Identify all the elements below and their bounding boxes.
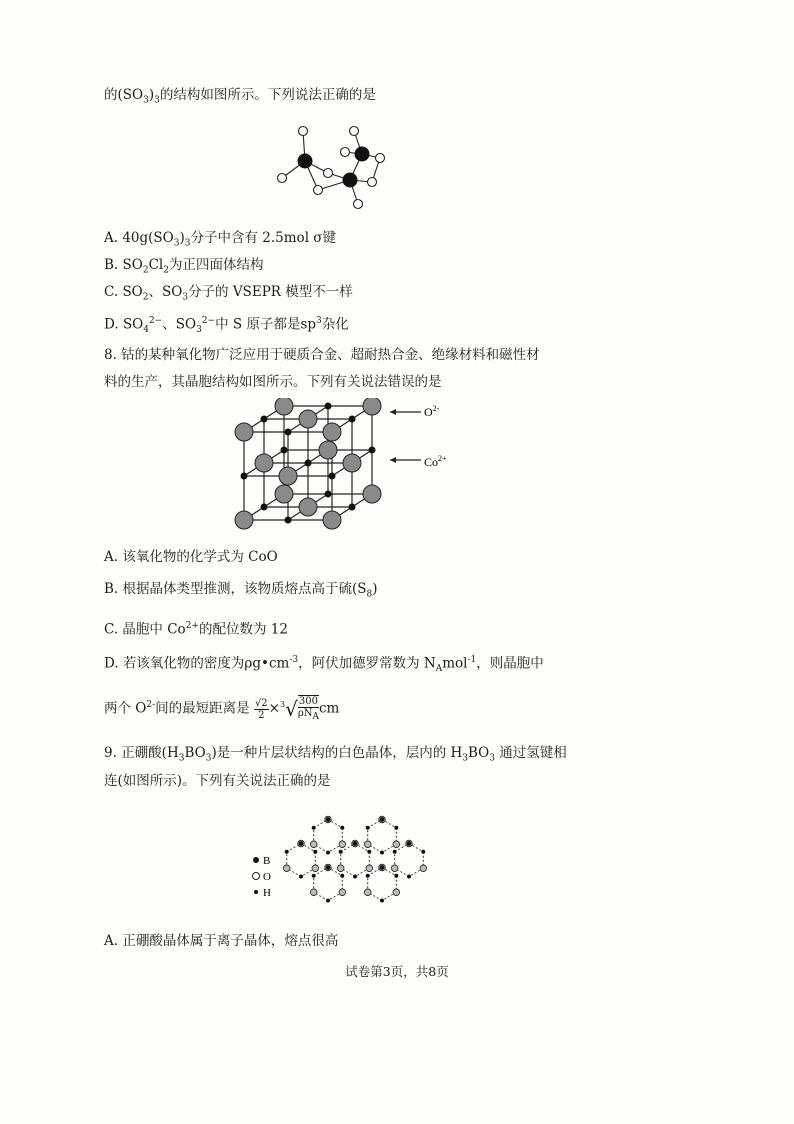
hydrogen-atom <box>340 874 344 878</box>
q9-stem-line1: 9. 正硼酸$(H_3BO_3)$是一种片层状结构的白色晶体，层内的 $H_3BO_3$ 通过氢键相 <box>104 745 567 764</box>
q7-option-d: D. $SO_4^{2-}$、$SO_3^{2-}$中 S 原子都是$sp^3$杂化 <box>104 316 349 336</box>
intro-prefix: 的(SO <box>104 87 144 103</box>
boron-atom <box>380 817 385 822</box>
boron-atom <box>299 841 304 846</box>
cobalt-ion <box>285 429 292 436</box>
so3-trimer-figure <box>270 118 400 213</box>
oxide-ion <box>275 485 293 503</box>
hydrogen-atom <box>312 826 316 830</box>
oxygen-atom <box>339 841 346 848</box>
q8-option-a: A. 该氧化物的化学式为 CoO <box>104 549 278 565</box>
cobalt-ion <box>329 473 336 480</box>
q7-option-c: C. $SO_2$、$SO_3$分子的 VSEPR 模型不一样 <box>104 284 353 303</box>
hydrogen-atom <box>393 850 397 854</box>
cobalt-ion <box>369 447 376 454</box>
oxygen-atom <box>310 889 317 896</box>
q8-stem-line2: 料的生产，其晶胞结构如图所示。下列有关说法错误的是 <box>104 374 442 390</box>
sulfur-atom <box>355 147 370 162</box>
q9-option-a: A. 正硼酸晶体属于离子晶体，熔点很高 <box>104 933 339 949</box>
hydrogen-atom <box>407 875 411 879</box>
oxygen-atom <box>312 865 319 872</box>
hydrogen-atom <box>394 826 398 830</box>
legend-h: H <box>263 887 271 899</box>
hydrogen-atom <box>313 850 317 854</box>
oxygen-atom <box>364 889 371 896</box>
boric-acid-layer-figure <box>240 798 440 928</box>
hydrogen-atom <box>339 850 343 854</box>
q8-option-b: B. 根据晶体类型推测，该物质熔点高于硫$(S_8)$ <box>104 581 378 600</box>
cobalt-ion <box>241 473 248 480</box>
cobalt-ion <box>325 491 332 498</box>
boron-atom <box>326 865 331 870</box>
hydrogen-atom <box>353 875 357 879</box>
oxide-ion <box>363 398 381 415</box>
page-footer: 试卷第3页，共8页 <box>345 964 449 979</box>
cobalt-ion <box>349 416 356 423</box>
boron-atom <box>380 865 385 870</box>
legend-o: O <box>263 871 271 883</box>
oxide-ion <box>299 410 317 428</box>
oxygen-atom <box>283 865 290 872</box>
oxide-ion <box>323 423 341 441</box>
hydrogen-atom <box>366 826 370 830</box>
cobalt-ion <box>305 460 312 467</box>
hydrogen-atom <box>367 850 371 854</box>
hydrogen-atom <box>326 899 330 903</box>
oxygen-atom <box>364 841 371 848</box>
oxide-ion <box>235 511 253 529</box>
q7-option-a: A. $40g(SO_3)_3$分子中含有 2.5mol σ键 <box>104 230 337 249</box>
q8-option-c: C. 晶胞中 $Co^{2+}$的配位数为 12 <box>104 621 288 638</box>
q8-option-d-continued: 两个 $O^{2-}$间的最短距离是 $\frac{√2}{2}$ ×$^3$√ $\frac{300}{\rho N_A}$ cm <box>104 696 340 722</box>
oxide-ion <box>279 467 297 485</box>
intro-line: 的$(SO_3)_3$的结构如图所示。下列说法正确的是 <box>104 87 376 106</box>
cube-root: √ $\frac{300}{\rho N_A}$ <box>285 696 319 722</box>
hydrogen-atom <box>299 875 303 879</box>
legend-b: B <box>263 855 271 867</box>
oxide-ion <box>363 485 381 503</box>
boron-atom <box>407 841 412 846</box>
oxygen-atom <box>393 841 400 848</box>
sulfur-atom <box>298 154 313 169</box>
oxide-ion <box>323 511 341 529</box>
q7-option-b: B. $SO_2Cl_2$为正四面体结构 <box>104 257 264 276</box>
boron-atom <box>326 817 331 822</box>
cobalt-ion <box>285 517 292 524</box>
cobalt-ion <box>325 403 332 410</box>
q8-stem-line1: 8. 钴的某种氧化物广泛应用于硬质合金、超耐热合金、绝缘材料和磁性材 <box>104 347 540 363</box>
hydrogen-atom <box>380 899 384 903</box>
hydrogen-atom <box>380 851 384 855</box>
oxygen-atom <box>337 865 344 872</box>
cobalt-ion <box>261 416 268 423</box>
oxygen-atom <box>366 865 373 872</box>
boron-atom <box>353 841 358 846</box>
oxygen-atom <box>393 889 400 896</box>
cobalt-ion <box>349 504 356 511</box>
coo-unit-cell-figure <box>228 398 468 538</box>
oxygen-atom <box>339 889 346 896</box>
co2-label: $Co^{2+}$ <box>424 454 447 469</box>
oxide-ion <box>299 498 317 516</box>
cobalt-ion <box>281 447 288 454</box>
fraction: $\frac{√2}{2}$ <box>254 697 268 721</box>
q9-stem-line2: 连(如图所示)。下列有关说法正确的是 <box>104 773 331 789</box>
oxygen-atom <box>310 841 317 848</box>
hydrogen-atom <box>285 850 289 854</box>
sulfur-atom <box>343 173 358 188</box>
oxide-ion <box>319 441 337 459</box>
oxide-ion <box>255 454 273 472</box>
hydrogen-atom <box>421 850 425 854</box>
o2-label: $O^{2-}$ <box>424 404 440 419</box>
oxygen-atom <box>420 865 427 872</box>
hydrogen-atom <box>366 874 370 878</box>
oxygen-atom <box>391 865 398 872</box>
oxide-ion <box>235 423 253 441</box>
cobalt-ion <box>261 504 268 511</box>
hydrogen-atom <box>326 851 330 855</box>
oxide-ion <box>275 398 293 415</box>
oxide-ion <box>343 454 361 472</box>
hydrogen-atom <box>312 874 316 878</box>
hydrogen-atom <box>340 826 344 830</box>
q8-option-d: D. 若该氧化物的密度为$\rho g•cm^{-3}$，阿伏加德罗常数为 $N_Amol^{-1}$，则晶胞中 <box>104 655 544 675</box>
hydrogen-atom <box>394 874 398 878</box>
